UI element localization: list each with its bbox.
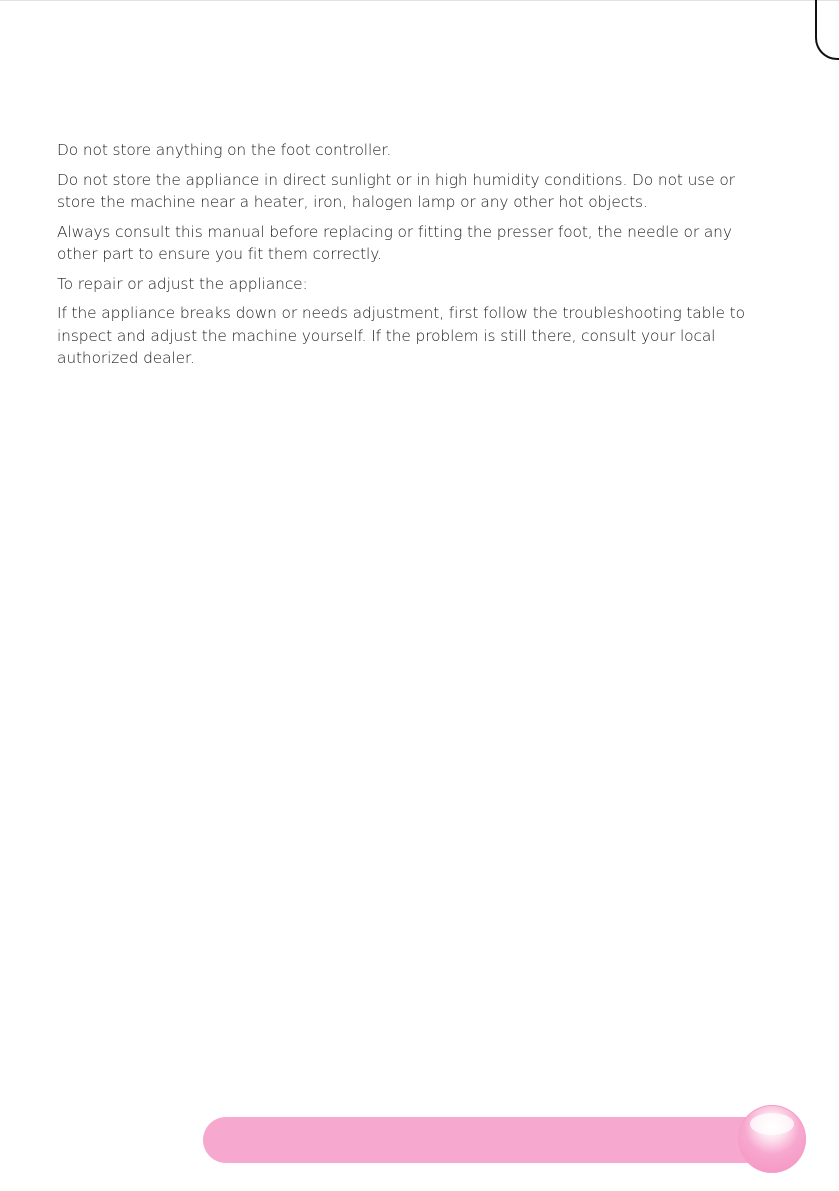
document-body [57,139,747,377]
crop-corner-mark [815,0,839,60]
paragraph-repair-heading: To repair or adjust the appliance: [57,274,308,293]
paragraph-consult-manual: Always consult this manual before replacing or fitting the presser foot, the needle or any other part to ensure you fit them correctly. [57,222,732,263]
paragraph-storage-conditions: Do not store the appliance in direct sunlight or in high humidity conditions. Do not use or store the machine near a heater, iron, halogen lamp or any other hot objects. [57,170,735,211]
paragraph-troubleshooting: If the appliance breaks down or needs adjustment, first follow the troubleshooting table to inspect and adjust the machine yourself. If the problem is still there, consult your local authorized dealer. [57,304,745,367]
page-number-badge [738,1105,806,1173]
paragraph-foot-controller: Do not store anything on the foot controller. [57,141,392,159]
footer-bar [203,1117,773,1163]
badge-highlight [750,1113,794,1135]
